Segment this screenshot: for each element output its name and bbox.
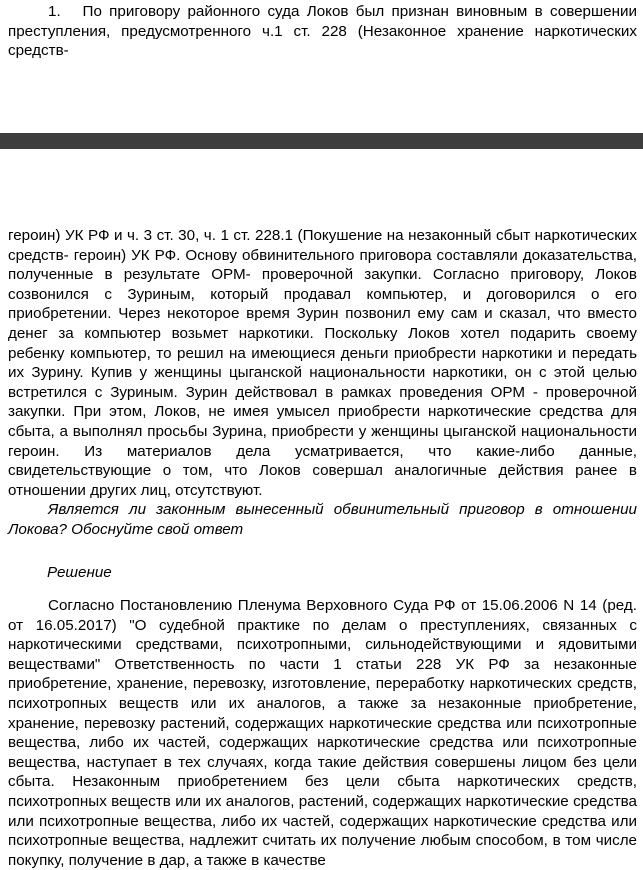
task-body-block [8, 226, 637, 540]
task-body-paragraph: героин) УК РФ и ч. 3 ст. 30, ч. 1 ст. 228.1 (Покушение на незаконный сбыт наркотических средств- героин) УК РФ. Основу обвинительного приговора составляли доказательства, полученные в результате ОРМ- проверочной закупки. Согласно приговору, Локов созвонился с Зуриным, который продавал компьютер, и договорился о его приобретении. Через некоторое время Зурин позвонил ему сам и сказал, что вместо денег за компьютер возьмет наркотики. Поскольку Локов хотел подарить своему ребенку компьютер, то решил на имеющиеся деньги приобрести наркотики и передать их Зурину. Купив у женщины цыганской национальности наркотики, он с этой целью встретился с Зуриным. Зурин действовал в рамках проведения ОРМ - проверочной закупки. При этом, Локов, не имея умысел приобрести наркотические средства для сбыта, а выполнял просьбы Зурина, приобрести у женщины цыганской национальности героин. Из материалов дела усматривается, что какие-либо данные, свидетельствующие о том, что Локов совершал аналогичные действия ранее в отношении других лиц, отсутствуют. [8, 227, 637, 499]
solution-title: Решение [47, 564, 112, 581]
solution-block [8, 596, 637, 870]
task-intro-text: По приговору районного суда Локов был признан виновным в совершении преступления, предусмотренного ч.1 ст. 228 (Незаконное хранение наркотических средств- [8, 3, 637, 60]
task-number: 1. [48, 3, 61, 20]
task-intro-paragraph [8, 2, 637, 61]
page-break-divider [0, 133, 643, 149]
task-question: Является ли законным вынесенный обвинительный приговор в отношении Локова? Обоснуйте свой ответ [8, 501, 637, 538]
task-intro-block [8, 2, 637, 61]
solution-paragraph: Согласно Постановлению Пленума Верховного Суда РФ от 15.06.2006 N 14 (ред. от 16.05.2017) "О судебной практике по делам о преступлениях, связанных с наркотическими средствами, психотропными, сильнодействующими и ядовитыми веществами" Ответственность по части 1 статьи 228 УК РФ за незаконные приобретение, хранение, перевозку, изготовление, переработку наркотических средств, психотропных веществ или их аналогов, а также за незаконные приобретение, хранение, перевозку растений, содержащих наркотические средства или психотропные вещества, либо их частей, содержащих наркотические средства или психотропные вещества, наступает в тех случаях, когда такие действия совершены лицом без цели сбыта. Незаконным приобретением без цели сбыта наркотических средств, психотропных веществ или их аналогов, растений, содержащих наркотические средства или психотропные вещества, либо их частей, содержащих наркотические средства или психотропные вещества, надлежит считать их получение любым способом, в том числе покупку, получение в дар, а также в качестве [8, 597, 637, 869]
